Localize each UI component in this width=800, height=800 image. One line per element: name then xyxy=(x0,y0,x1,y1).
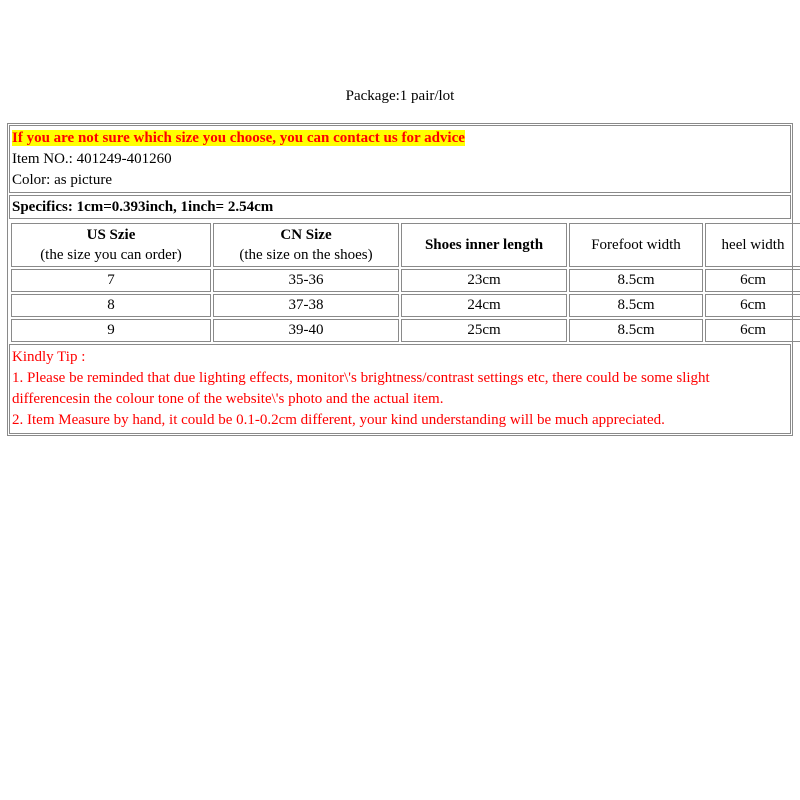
cell-cn-size: 39-40 xyxy=(213,319,399,342)
cell-us-size: 7 xyxy=(11,269,211,292)
header-inner-length: Shoes inner length xyxy=(401,223,567,267)
cell-us-size: 8 xyxy=(11,294,211,317)
cell-cn-size: 35-36 xyxy=(213,269,399,292)
cell-forefoot-width: 8.5cm xyxy=(569,319,703,342)
cell-heel-width: 6cm xyxy=(705,269,800,292)
cell-forefoot-width: 8.5cm xyxy=(569,294,703,317)
tip-line-1: 1. Please be reminded that due lighting effects, monitor\'s brightness/contrast settings etc, there could be some slight differencesin the colour tone of the website\'s photo and the actual item. xyxy=(12,370,710,407)
cell-cn-size: 37-38 xyxy=(213,294,399,317)
header-cn-size: CN Size (the size on the shoes) xyxy=(213,223,399,267)
cell-heel-width: 6cm xyxy=(705,319,800,342)
cell-forefoot-width: 8.5cm xyxy=(569,269,703,292)
tip-line-2: 2. Item Measure by hand, it could be 0.1-0.2cm different, your kind understanding will be much appreciated. xyxy=(12,412,665,428)
header-heel-width: heel width xyxy=(705,223,800,267)
cell-inner-length: 25cm xyxy=(401,319,567,342)
specifics-line: Specifics: 1cm=0.393inch, 1inch= 2.54cm xyxy=(9,195,791,219)
cell-inner-length: 24cm xyxy=(401,294,567,317)
cell-heel-width: 6cm xyxy=(705,294,800,317)
size-chart xyxy=(9,221,800,344)
cell-us-size: 9 xyxy=(11,319,211,342)
size-chart-header-row xyxy=(11,223,800,267)
color-info: Color: as picture xyxy=(12,172,112,188)
header-us-size: US Szie (the size you can order) xyxy=(11,223,211,267)
table-row xyxy=(11,269,800,292)
item-number: Item NO.: 401249-401260 xyxy=(12,151,172,167)
header-forefoot-width: Forefoot width xyxy=(569,223,703,267)
cell-inner-length: 23cm xyxy=(401,269,567,292)
intro-section xyxy=(9,125,791,193)
package-info: Package:1 pair/lot xyxy=(345,88,455,104)
table-row xyxy=(11,294,800,317)
product-info-table xyxy=(7,123,793,436)
kindly-tip-section xyxy=(9,344,791,434)
table-row xyxy=(11,319,800,342)
tip-title: Kindly Tip : xyxy=(12,349,86,365)
advice-notice: If you are not sure which size you choose, you can contact us for advice xyxy=(12,130,465,146)
